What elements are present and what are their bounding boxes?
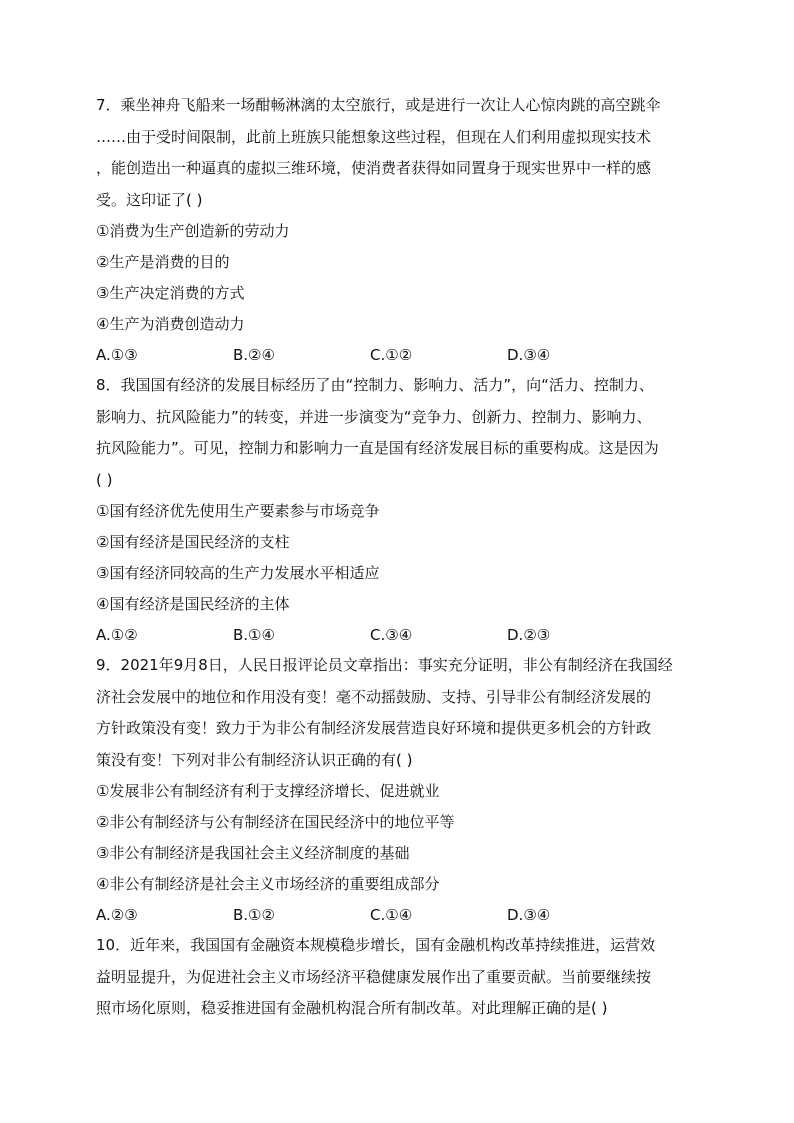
question-10	[96, 930, 698, 1025]
answer-choices	[96, 900, 698, 930]
answer-choices	[96, 340, 698, 370]
question-9	[96, 650, 698, 930]
choice-d: D.③④	[507, 346, 551, 364]
stem-line: 益明显提升，为促进社会主义市场经济平稳健康发展作出了重要贡献。当前要继续按	[96, 967, 652, 986]
choice-a: A.①②	[96, 626, 138, 644]
stem-line: 济社会发展中的地位和作用没有变！毫不动摇鼓励、支持、引导非公有制经济发展的	[96, 687, 652, 706]
choice-c: C.③④	[370, 626, 413, 644]
document-page	[96, 90, 698, 1025]
stem-line: ……由于受时间限制，此前上班族只能想象这些过程，但现在人们利用虚拟现实技术	[96, 127, 652, 146]
choice-d: D.③④	[507, 906, 551, 924]
stem-line: 策没有变！下列对非公有制经济认识正确的有( )	[96, 750, 413, 769]
option-3: ③非公有制经济是我国社会主义经济制度的基础	[96, 844, 410, 862]
question-9-stem	[96, 650, 698, 776]
option-1: ①消费为生产创造新的劳动力	[96, 222, 290, 240]
stem-line: 影响力、抗风险能力”的转变，并进一步演变为“竞争力、创新力、控制力、影响力、	[96, 407, 652, 426]
choice-d: D.②③	[507, 626, 551, 644]
choice-a: A.①③	[96, 346, 138, 364]
question-7-stem	[96, 90, 698, 216]
option-3: ③国有经济同较高的生产力发展水平相适应	[96, 564, 380, 582]
stem-line: 9．2021年9月8日，人民日报评论员文章指出：事实充分证明，非公有制经济在我国经	[96, 656, 673, 674]
choice-c: C.①②	[370, 346, 413, 364]
stem-line: ( )	[96, 470, 113, 489]
option-2: ②非公有制经济与公有制经济在国民经济中的地位平等	[96, 813, 455, 831]
option-1: ①发展非公有制经济有利于支撑经济增长、促进就业	[96, 782, 440, 800]
stem-line: 10．近年来，我国国有金融资本规模稳步增长，国有金融机构改革持续推进，运营效	[96, 936, 656, 954]
stem-line: 8．我国国有经济的发展目标经历了由“控制力、影响力、活力”，向“活力、控制力、	[96, 376, 654, 394]
stem-line: 受。这印证了( )	[96, 190, 203, 209]
option-4: ④生产为消费创造动力	[96, 315, 245, 333]
question-8-stem	[96, 370, 698, 496]
answer-choices	[96, 620, 698, 650]
option-3: ③生产决定消费的方式	[96, 284, 245, 302]
option-2: ②生产是消费的目的	[96, 253, 230, 271]
stem-line: 照市场化原则，稳妥推进国有金融机构混合所有制改革。对此理解正确的是( )	[96, 999, 608, 1017]
option-2: ②国有经济是国民经济的支柱	[96, 533, 290, 551]
stem-line: ，能创造出一种逼真的虚拟三维环境，使消费者获得如同置身于现实世界中一样的感	[96, 159, 652, 177]
stem-line: 7．乘坐神舟飞船来一场酣畅淋漓的太空旅行，或是进行一次让人心惊肉跳的高空跳伞	[96, 96, 661, 114]
stem-line: 抗风险能力”。可见，控制力和影响力一直是国有经济发展目标的重要构成。这是因为	[96, 439, 659, 457]
choice-a: A.②③	[96, 906, 138, 924]
choice-c: C.①④	[370, 906, 413, 924]
choice-b: B.①②	[233, 906, 275, 924]
question-7	[96, 90, 698, 370]
question-10-stem	[96, 930, 698, 1025]
question-8	[96, 370, 698, 650]
option-4: ④非公有制经济是社会主义市场经济的重要组成部分	[96, 875, 440, 893]
stem-line: 方针政策没有变！致力于为非公有制经济发展营造良好环境和提供更多机会的方针政	[96, 719, 652, 737]
option-1: ①国有经济优先使用生产要素参与市场竞争	[96, 502, 380, 520]
choice-b: B.①④	[233, 626, 275, 644]
choice-b: B.②④	[233, 346, 275, 364]
option-4: ④国有经济是国民经济的主体	[96, 595, 290, 613]
